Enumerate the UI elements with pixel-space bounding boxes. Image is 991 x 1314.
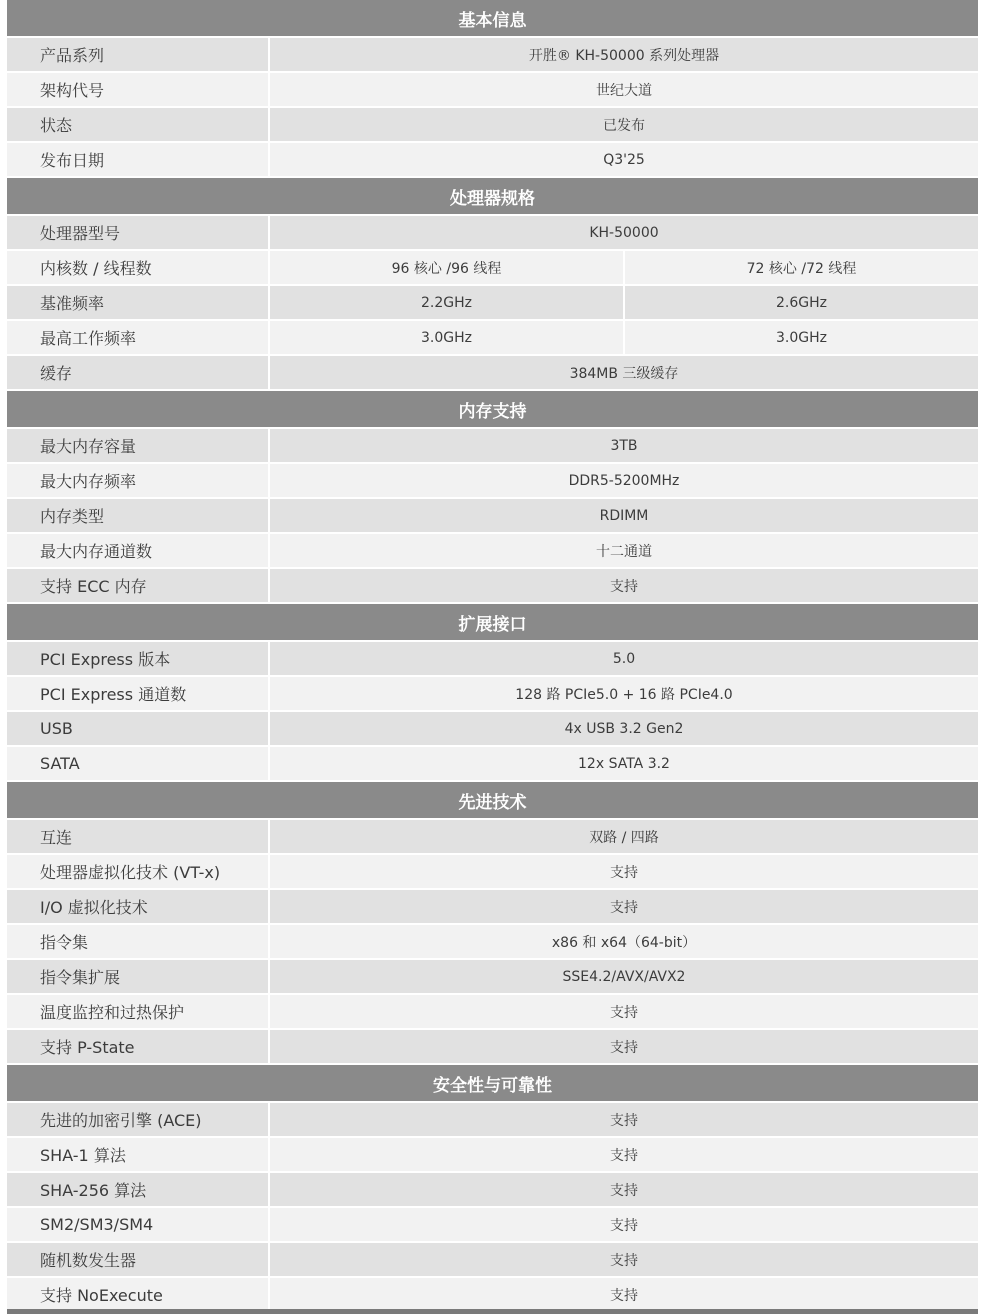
spec-label: 先进的加密引擎 (ACE) [7,1103,270,1136]
spec-values [270,1243,978,1276]
spec-value: 支持 [270,1138,978,1171]
spec-row [7,677,978,710]
spec-label: 支持 ECC 内存 [7,569,270,602]
spec-value: 支持 [270,995,978,1028]
spec-label: 内核数 / 线程数 [7,251,270,284]
spec-label: SHA-1 算法 [7,1138,270,1171]
spec-value: 5.0 [270,642,978,675]
spec-value: 十二通道 [270,534,978,567]
spec-value: 4x USB 3.2 Gen2 [270,712,978,745]
spec-values [270,143,978,176]
spec-label: 指令集扩展 [7,960,270,993]
spec-label: USB [7,712,270,745]
spec-value: SSE4.2/AVX/AVX2 [270,960,978,993]
spec-values [270,1173,978,1206]
spec-label: PCI Express 版本 [7,642,270,675]
spec-value: 支持 [270,1173,978,1206]
spec-label: PCI Express 通道数 [7,677,270,710]
spec-values [270,677,978,710]
spec-values [270,820,978,853]
spec-label: SHA-256 算法 [7,1173,270,1206]
spec-value: 2.2GHz [270,286,623,319]
spec-label: 处理器型号 [7,216,270,249]
spec-value: 3.0GHz [623,321,978,354]
spec-value: 已发布 [270,108,978,141]
spec-label: 最大内存容量 [7,429,270,462]
spec-value: 2.6GHz [623,286,978,319]
spec-row [7,1138,978,1171]
spec-label: SM2/SM3/SM4 [7,1208,270,1241]
spec-label: 最大内存频率 [7,464,270,497]
spec-values [270,499,978,532]
spec-values [270,73,978,106]
spec-value: 支持 [270,890,978,923]
spec-row [7,890,978,923]
spec-value: 3TB [270,429,978,462]
spec-label: 支持 P-State [7,1030,270,1063]
spec-label: 处理器虚拟化技术 (VT-x) [7,855,270,888]
spec-row [7,747,978,780]
spec-label: 指令集 [7,925,270,958]
spec-row [7,143,978,176]
spec-value: 支持 [270,569,978,602]
spec-row [7,569,978,602]
spec-row [7,960,978,993]
spec-label: 最高工作频率 [7,321,270,354]
spec-label: 温度监控和过热保护 [7,995,270,1028]
spec-row [7,1103,978,1136]
spec-values [270,1103,978,1136]
spec-label: 内存类型 [7,499,270,532]
spec-label: 架构代号 [7,73,270,106]
spec-value: 12x SATA 3.2 [270,747,978,780]
spec-row [7,286,978,319]
spec-value: 世纪大道 [270,73,978,106]
spec-value: 128 路 PCIe5.0 + 16 路 PCIe4.0 [270,677,978,710]
spec-label: I/O 虚拟化技术 [7,890,270,923]
spec-row [7,642,978,675]
section-header: 安全性与可靠性 [7,1065,978,1101]
spec-row [7,995,978,1028]
spec-values [270,464,978,497]
spec-row [7,925,978,958]
spec-values [270,642,978,675]
spec-value: 支持 [270,1103,978,1136]
spec-value: KH-50000 [270,216,978,249]
spec-values [270,1030,978,1063]
spec-value: Q3'25 [270,143,978,176]
spec-row [7,73,978,106]
spec-values [270,356,978,389]
spec-values [270,286,978,319]
spec-row [7,464,978,497]
spec-row [7,1208,978,1241]
spec-value: x86 和 x64（64-bit） [270,925,978,958]
spec-value: 72 核心 /72 线程 [623,251,978,284]
spec-values [270,925,978,958]
table-bottom-border [7,1309,978,1314]
spec-row [7,1243,978,1276]
spec-row [7,108,978,141]
section-header: 扩展接口 [7,604,978,640]
spec-label: 支持 NoExecute [7,1278,270,1311]
spec-row [7,499,978,532]
spec-values [270,855,978,888]
spec-row [7,534,978,567]
section-header: 内存支持 [7,391,978,427]
spec-values [270,712,978,745]
spec-row [7,321,978,354]
spec-label: 缓存 [7,356,270,389]
spec-values [270,534,978,567]
spec-value: 开胜® KH-50000 系列处理器 [270,38,978,71]
spec-label: SATA [7,747,270,780]
spec-values [270,429,978,462]
spec-value: 96 核心 /96 线程 [270,251,623,284]
spec-row [7,429,978,462]
spec-values [270,569,978,602]
spec-values [270,1208,978,1241]
spec-values [270,1138,978,1171]
section-header: 基本信息 [7,0,978,36]
spec-label: 状态 [7,108,270,141]
section-header: 处理器规格 [7,178,978,214]
spec-row [7,356,978,389]
spec-value: DDR5-5200MHz [270,464,978,497]
spec-label: 最大内存通道数 [7,534,270,567]
spec-value: 支持 [270,855,978,888]
spec-label: 产品系列 [7,38,270,71]
spec-values [270,321,978,354]
spec-row [7,1030,978,1063]
spec-row [7,820,978,853]
spec-values [270,38,978,71]
spec-values [270,108,978,141]
spec-row [7,216,978,249]
spec-values [270,251,978,284]
spec-label: 发布日期 [7,143,270,176]
spec-values [270,1278,978,1311]
spec-value: 支持 [270,1208,978,1241]
spec-table [7,0,978,1313]
spec-row [7,712,978,745]
spec-row [7,1173,978,1206]
spec-value: RDIMM [270,499,978,532]
spec-values [270,216,978,249]
spec-value: 3.0GHz [270,321,623,354]
spec-value: 支持 [270,1030,978,1063]
spec-row [7,1278,978,1311]
spec-values [270,747,978,780]
spec-value: 支持 [270,1243,978,1276]
spec-row [7,38,978,71]
spec-values [270,890,978,923]
spec-value: 支持 [270,1278,978,1311]
spec-label: 基准频率 [7,286,270,319]
spec-value: 双路 / 四路 [270,820,978,853]
section-header: 先进技术 [7,782,978,818]
spec-row [7,855,978,888]
spec-values [270,960,978,993]
spec-label: 互连 [7,820,270,853]
spec-row [7,251,978,284]
spec-value: 384MB 三级缓存 [270,356,978,389]
spec-values [270,995,978,1028]
spec-label: 随机数发生器 [7,1243,270,1276]
